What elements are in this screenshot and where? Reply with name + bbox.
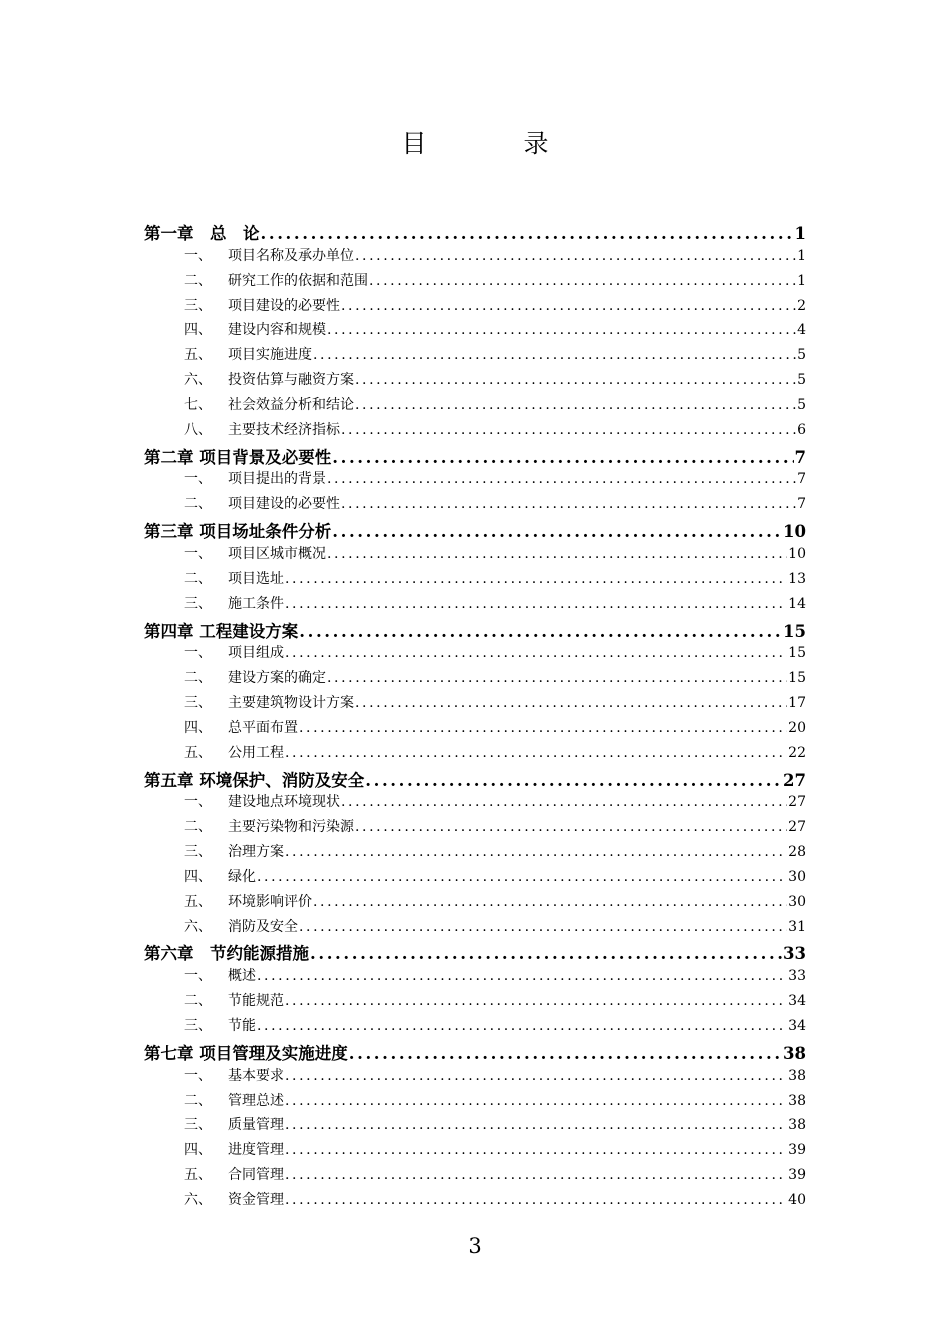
toc-entry-number: 六、 <box>184 1191 212 1208</box>
toc-entry-label: 主要技术经济指标 <box>228 421 340 438</box>
toc-section-entry[interactable] <box>144 692 806 717</box>
toc-entry-number: 二、 <box>184 819 212 836</box>
toc-dot-leader <box>285 596 787 612</box>
toc-entry-page: 27 <box>783 770 806 790</box>
toc-entry-page: 39 <box>788 1167 806 1184</box>
toc-entry-label: 资金管理 <box>228 1191 284 1208</box>
toc-entry-label: 第七章 项目管理及实施进度 <box>144 1043 348 1063</box>
toc-section-entry[interactable] <box>144 916 806 941</box>
toc-section-entry[interactable] <box>144 1090 806 1115</box>
toc-entry-number: 三、 <box>184 297 212 314</box>
toc-dot-leader <box>285 1068 787 1084</box>
toc-section-entry[interactable] <box>144 493 806 518</box>
toc-entry-page: 30 <box>788 893 806 910</box>
toc-dot-leader <box>355 695 787 711</box>
toc-section-entry[interactable] <box>144 295 806 320</box>
toc-chapter-entry[interactable] <box>144 518 806 543</box>
toc-entry-page: 30 <box>788 868 806 885</box>
toc-entry-label: 建设地点环境现状 <box>228 794 340 811</box>
toc-section-entry[interactable] <box>144 816 806 841</box>
toc-entry-number: 三、 <box>184 1117 212 1134</box>
toc-entry-label: 社会效益分析和结论 <box>228 396 354 413</box>
toc-entry-label: 项目名称及承办单位 <box>228 247 354 264</box>
toc-section-entry[interactable] <box>144 965 806 990</box>
toc-chapter-entry[interactable] <box>144 220 806 245</box>
toc-dot-leader <box>355 819 787 835</box>
toc-entry-label: 建设内容和规模 <box>228 322 326 339</box>
toc-dot-leader <box>341 298 796 314</box>
toc-section-entry[interactable] <box>144 270 806 295</box>
toc-section-entry[interactable] <box>144 717 806 742</box>
toc-entry-page: 4 <box>797 322 806 339</box>
toc-dot-leader <box>349 1044 782 1063</box>
toc-entry-number: 五、 <box>184 1167 212 1184</box>
toc-entry-label: 绿化 <box>228 868 256 885</box>
toc-chapter-entry[interactable] <box>144 940 806 965</box>
toc-entry-number: 一、 <box>184 545 212 562</box>
toc-dot-leader <box>332 522 782 541</box>
toc-entry-page: 5 <box>797 396 806 413</box>
toc-entry-page: 5 <box>797 347 806 364</box>
toc-entry-page: 20 <box>788 719 806 736</box>
toc-dot-leader <box>285 1117 787 1133</box>
toc-entry-label: 建设方案的确定 <box>228 670 326 687</box>
toc-entry-page: 17 <box>788 695 806 712</box>
toc-section-entry[interactable] <box>144 245 806 270</box>
toc-entry-label: 合同管理 <box>228 1167 284 1184</box>
toc-entry-page: 38 <box>788 1092 806 1109</box>
toc-chapter-entry[interactable] <box>144 1040 806 1065</box>
toc-dot-leader <box>313 347 796 363</box>
toc-entry-label: 节能 <box>228 1018 256 1034</box>
page-number: 3 <box>468 1234 482 1258</box>
toc-entry-page: 7 <box>797 471 806 488</box>
toc-entry-page: 14 <box>788 595 806 612</box>
toc-dot-leader <box>285 844 787 860</box>
toc-entry-page: 15 <box>788 645 806 662</box>
toc-entry-number: 四、 <box>184 868 212 885</box>
toc-dot-leader <box>285 645 787 661</box>
toc-entry-label: 项目区城市概况 <box>228 545 326 562</box>
toc-entry-number: 二、 <box>184 1092 212 1109</box>
toc-section-entry[interactable] <box>144 543 806 568</box>
toc-entry-page: 2 <box>797 297 806 314</box>
toc-section-entry[interactable] <box>144 891 806 916</box>
toc-entry-label: 公用工程 <box>228 744 284 761</box>
toc-entry-label: 项目提出的背景 <box>228 471 326 488</box>
toc-section-entry[interactable] <box>144 841 806 866</box>
toc-section-entry[interactable] <box>144 1139 806 1164</box>
toc-section-entry[interactable] <box>144 791 806 816</box>
toc-dot-leader <box>261 224 794 243</box>
toc-entry-page: 34 <box>788 1018 806 1034</box>
toc-entry-label: 治理方案 <box>228 844 284 861</box>
toc-entry-page: 22 <box>788 744 806 761</box>
toc-entry-number: 一、 <box>184 645 212 662</box>
toc-entry-label: 主要污染物和污染源 <box>228 819 354 836</box>
toc-entry-number: 三、 <box>184 595 212 612</box>
toc-entry-page: 7 <box>797 496 806 513</box>
toc-entry-label: 项目实施进度 <box>228 347 312 364</box>
toc-dot-leader <box>327 471 796 487</box>
toc-section-entry[interactable] <box>144 866 806 891</box>
toc-entry-number: 五、 <box>184 893 212 910</box>
toc-dot-leader <box>257 869 787 885</box>
toc-entry-page: 15 <box>788 670 806 687</box>
toc-entry-page: 10 <box>788 545 806 562</box>
toc-dot-leader <box>355 397 796 413</box>
toc-entry-label: 第一章 总 论 <box>144 224 260 243</box>
toc-entry-page: 15 <box>783 621 806 641</box>
toc-entry-page: 10 <box>783 522 806 542</box>
toc-dot-leader <box>299 919 787 935</box>
toc-section-entry[interactable] <box>144 642 806 667</box>
toc-entry-number: 四、 <box>184 1142 212 1159</box>
toc-dot-leader <box>355 372 796 388</box>
toc-entry-number: 六、 <box>184 372 212 389</box>
toc-entry-page: 6 <box>797 421 806 438</box>
toc-entry-number: 一、 <box>184 794 212 811</box>
toc-section-entry[interactable] <box>144 667 806 692</box>
toc-section-entry[interactable] <box>144 1015 806 1040</box>
page-title: 目 录 <box>401 129 585 158</box>
toc-entry-page: 5 <box>797 372 806 389</box>
toc-section-entry[interactable] <box>144 1164 806 1189</box>
toc-entry-number: 一、 <box>184 1067 212 1084</box>
toc-dot-leader <box>310 944 782 963</box>
toc-dot-leader <box>327 322 796 338</box>
toc-dot-leader <box>341 422 796 438</box>
toc-section-entry[interactable] <box>144 742 806 767</box>
toc-dot-leader <box>285 571 787 587</box>
toc-entry-number: 八、 <box>184 421 212 438</box>
toc-dot-leader <box>257 1018 787 1034</box>
toc-dot-leader <box>285 1167 787 1183</box>
toc-dot-leader <box>299 720 787 736</box>
toc-entry-number: 七、 <box>184 396 212 413</box>
toc-entry-page: 38 <box>783 1043 806 1063</box>
toc-entry-page: 13 <box>788 570 806 587</box>
toc-entry-label: 项目建设的必要性 <box>228 496 340 513</box>
toc-entry-number: 二、 <box>184 670 212 687</box>
toc-dot-leader <box>365 771 782 790</box>
toc-chapter-entry[interactable] <box>144 444 806 469</box>
toc-dot-leader <box>355 248 796 264</box>
toc-entry-label: 基本要求 <box>228 1067 284 1084</box>
toc-entry-label: 消防及安全 <box>228 918 298 935</box>
toc-entry-number: 一、 <box>184 247 212 264</box>
toc-entry-page: 38 <box>788 1067 806 1084</box>
toc-section-entry[interactable] <box>144 568 806 593</box>
toc-entry-number: 五、 <box>184 744 212 761</box>
toc-entry-label: 项目选址 <box>228 570 284 587</box>
toc-entry-label: 第五章 环境保护、消防及安全 <box>144 770 365 790</box>
toc-chapter-entry[interactable] <box>144 767 806 792</box>
toc-entry-number: 二、 <box>184 570 212 587</box>
toc-entry-label: 第二章 项目背景及必要性 <box>144 447 332 467</box>
toc-entry-label: 节能规范 <box>228 993 284 1010</box>
toc-section-entry[interactable] <box>144 593 806 618</box>
toc-entry-number: 二、 <box>184 496 212 513</box>
toc-entry-number: 四、 <box>184 322 212 339</box>
toc-dot-leader <box>285 993 787 1009</box>
toc-entry-label: 主要建筑物设计方案 <box>228 695 354 712</box>
toc-entry-label: 总平面布置 <box>228 719 298 736</box>
toc-dot-leader <box>285 1093 787 1109</box>
toc-entry-number: 一、 <box>184 471 212 488</box>
toc-entry-page: 7 <box>794 447 806 467</box>
toc-entry-label: 第六章 节约能源措施 <box>144 944 309 964</box>
toc-entry-page: 31 <box>788 918 806 935</box>
toc-section-entry[interactable] <box>144 319 806 344</box>
table-of-contents <box>144 220 806 1214</box>
toc-entry-label: 第四章 工程建设方案 <box>144 621 299 641</box>
toc-entry-label: 施工条件 <box>228 595 284 612</box>
toc-dot-leader <box>332 448 793 467</box>
toc-entry-page: 34 <box>788 993 806 1010</box>
toc-entry-page: 28 <box>788 844 806 861</box>
toc-entry-label: 进度管理 <box>228 1142 284 1159</box>
toc-section-entry[interactable] <box>144 419 806 444</box>
toc-entry-page: 40 <box>788 1191 806 1208</box>
toc-dot-leader <box>313 894 787 910</box>
toc-dot-leader <box>341 496 796 512</box>
toc-dot-leader <box>299 622 782 641</box>
toc-entry-number: 二、 <box>184 272 212 289</box>
toc-entry-label: 质量管理 <box>228 1117 284 1134</box>
toc-chapter-entry[interactable] <box>144 618 806 643</box>
toc-dot-leader <box>285 1142 787 1158</box>
toc-entry-label: 投资估算与融资方案 <box>228 372 354 389</box>
toc-entry-label: 概述 <box>228 968 256 985</box>
toc-entry-label: 环境影响评价 <box>228 893 312 910</box>
toc-entry-page: 1 <box>794 224 806 243</box>
toc-section-entry[interactable] <box>144 468 806 493</box>
toc-entry-page: 38 <box>788 1117 806 1134</box>
toc-entry-number: 三、 <box>184 844 212 861</box>
toc-entry-label: 管理总述 <box>228 1092 284 1109</box>
toc-dot-leader <box>341 794 787 810</box>
toc-section-entry[interactable] <box>144 1065 806 1090</box>
toc-section-entry[interactable] <box>144 394 806 419</box>
toc-dot-leader <box>285 1192 787 1208</box>
toc-dot-leader <box>285 745 787 761</box>
toc-entry-number: 二、 <box>184 993 212 1010</box>
toc-section-entry[interactable] <box>144 369 806 394</box>
toc-dot-leader <box>257 968 787 984</box>
toc-dot-leader <box>369 273 796 289</box>
toc-entry-number: 六、 <box>184 918 212 935</box>
toc-section-entry[interactable] <box>144 1189 806 1214</box>
toc-entry-label: 项目建设的必要性 <box>228 297 340 314</box>
toc-entry-page: 33 <box>788 968 806 985</box>
toc-dot-leader <box>327 546 787 562</box>
toc-entry-label: 第三章 项目场址条件分析 <box>144 522 332 542</box>
toc-entry-page: 1 <box>797 272 806 289</box>
toc-entry-label: 研究工作的依据和范围 <box>228 272 368 289</box>
toc-entry-number: 三、 <box>184 1018 212 1034</box>
toc-entry-label: 项目组成 <box>228 645 284 662</box>
toc-section-entry[interactable] <box>144 1114 806 1139</box>
toc-section-entry[interactable] <box>144 990 806 1015</box>
toc-entry-page: 27 <box>788 794 806 811</box>
toc-section-entry[interactable] <box>144 344 806 369</box>
toc-entry-page: 1 <box>797 247 806 264</box>
toc-entry-page: 27 <box>788 819 806 836</box>
toc-entry-number: 三、 <box>184 695 212 712</box>
toc-entry-page: 39 <box>788 1142 806 1159</box>
toc-entry-number: 一、 <box>184 968 212 985</box>
toc-dot-leader <box>327 670 787 686</box>
toc-entry-page: 33 <box>783 944 806 964</box>
toc-entry-number: 四、 <box>184 719 212 736</box>
toc-entry-number: 五、 <box>184 347 212 364</box>
